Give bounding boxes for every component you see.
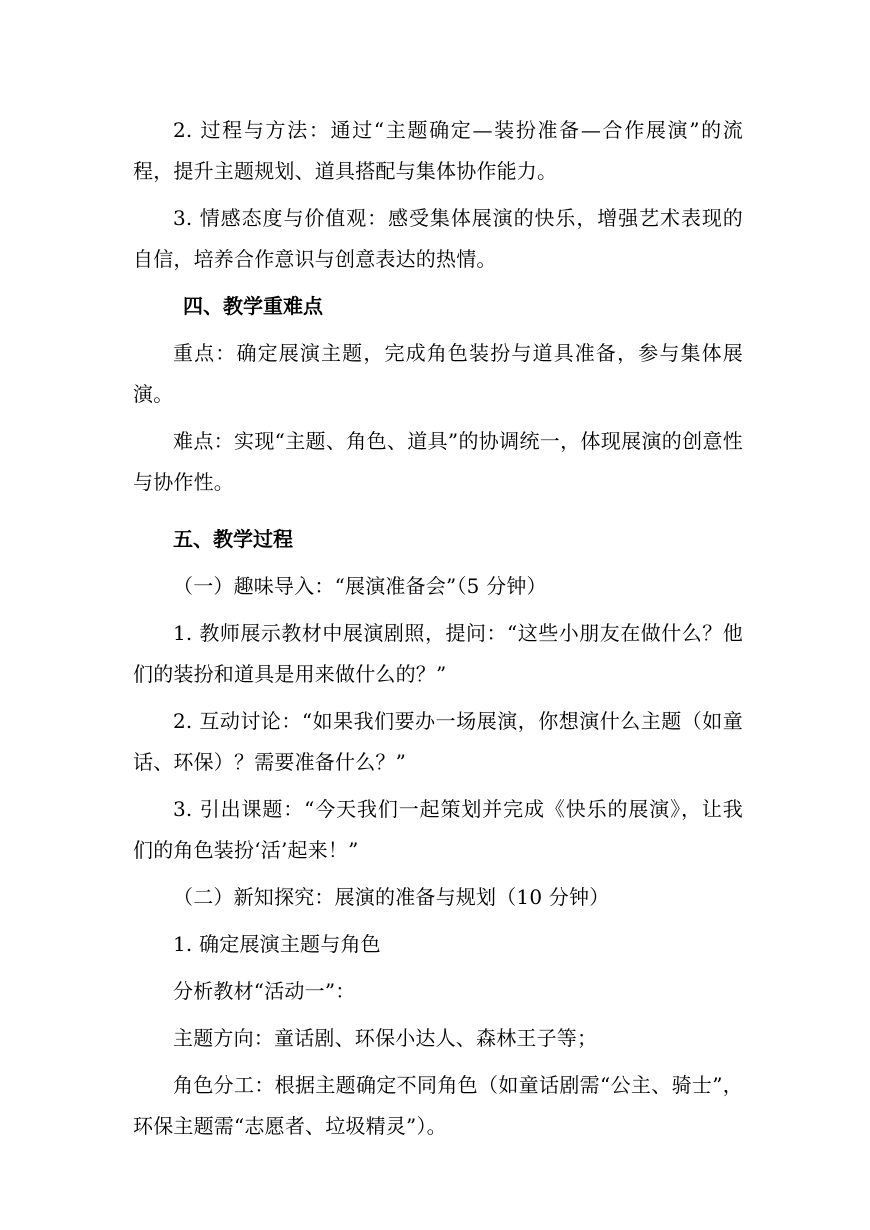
paragraph-intro-step-3: 3. 引出课题：“今天我们一起策划并完成《快乐的展演》，让我们的角色装扮‘活’起来！” — [133, 797, 743, 862]
paragraph-intro-step-1: 1. 教师展示教材中展演剧照，提问：“这些小朋友在做什么？他们的装扮和道具是用来做什么的？” — [133, 621, 743, 686]
paragraph-difficult-point: 难点：实现“主题、角色、道具”的协调统一，体现展演的创意性与协作性。 — [133, 429, 743, 494]
paragraph-explore-step-1: 1. 确定展演主题与角色 — [173, 932, 381, 956]
paragraph-role-division: 角色分工：根据主题确定不同角色（如童话剧需“公主、骑士”，环保主题需“志愿者、垃圾精灵”）。 — [133, 1073, 743, 1138]
subheading-interest-intro: （一）趣味导入：“展演准备会”（5 分钟） — [173, 574, 547, 598]
section-heading-key-difficult: 四、教学重难点 — [183, 294, 323, 318]
document-body — [133, 110, 743, 1147]
paragraph-process-method: 2. 过程与方法：通过“主题确定—装扮准备—合作展演”的流程，提升主题规划、道具搭配与集体协作能力。 — [133, 118, 743, 183]
paragraph-emotion-values: 3. 情感态度与价值观：感受集体展演的快乐，增强艺术表现的自信，培养合作意识与创意表达的热情。 — [133, 206, 743, 271]
paragraph-theme-direction: 主题方向：童话剧、环保小达人、森林王子等； — [173, 1026, 598, 1050]
section-heading-teaching-process: 五、教学过程 — [173, 527, 293, 551]
paragraph-key-point: 重点：确定展演主题，完成角色装扮与道具准备，参与集体展演。 — [133, 341, 743, 406]
paragraph-textbook-analysis: 分析教材“活动一”： — [173, 979, 356, 1003]
subheading-new-knowledge: （二）新知探究：展演的准备与规划（10 分钟） — [173, 885, 610, 909]
paragraph-intro-step-2: 2. 互动讨论：“如果我们要办一场展演，你想演什么主题（如童话、环保）？需要准备什么？” — [133, 709, 743, 774]
